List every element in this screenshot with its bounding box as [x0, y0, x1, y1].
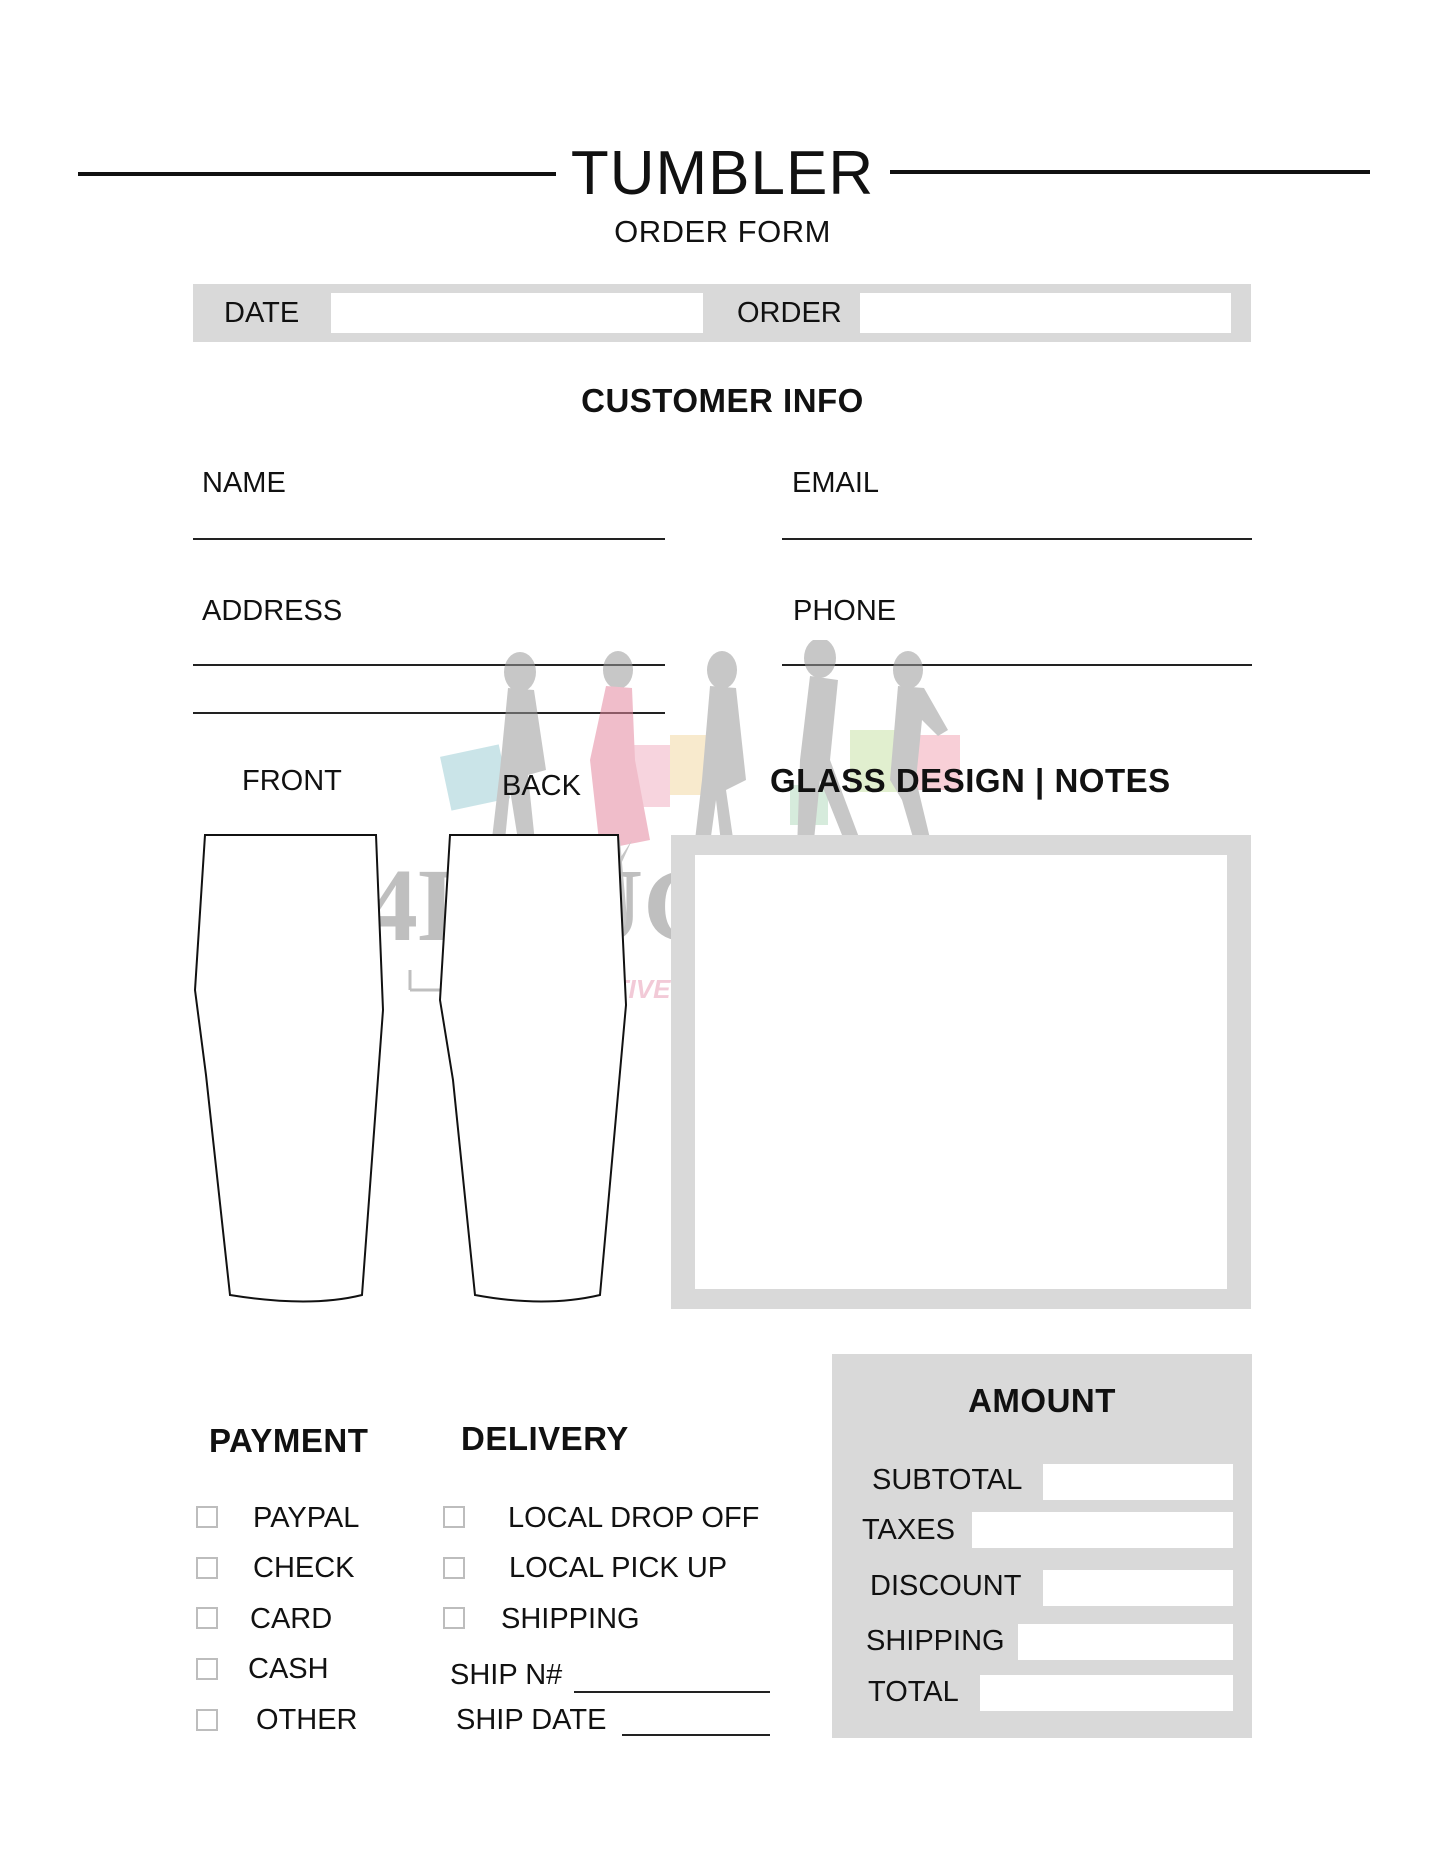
card-checkbox[interactable] [196, 1607, 218, 1629]
shipping-amount-label: SHIPPING [866, 1625, 1005, 1657]
ship-number-label: SHIP N# [450, 1659, 563, 1691]
date-order-bar [193, 284, 1251, 342]
glass-design-notes-heading [770, 762, 1171, 800]
discount-field[interactable] [1043, 1570, 1233, 1606]
subtotal-field[interactable] [1043, 1464, 1233, 1500]
notes-area[interactable] [695, 855, 1227, 1289]
name-field-line[interactable] [193, 538, 665, 540]
email-field-line[interactable] [782, 538, 1252, 540]
back-view-label: BACK [502, 770, 581, 802]
form-subtitle: ORDER FORM [614, 214, 831, 249]
discount-label: DISCOUNT [870, 1570, 1022, 1602]
subtotal-label: SUBTOTAL [872, 1464, 1023, 1496]
card-label: CARD [250, 1603, 333, 1635]
check-label: CHECK [253, 1552, 355, 1584]
local-drop-off-checkbox[interactable] [443, 1506, 465, 1528]
glass-design-heading: GLASS DESIGN [770, 762, 1026, 799]
amount-heading: AMOUNT [968, 1382, 1116, 1419]
name-label: NAME [202, 467, 286, 499]
total-label: TOTAL [868, 1676, 959, 1708]
glass-design-notes-box [671, 835, 1251, 1309]
amount-box [832, 1354, 1252, 1738]
address-label: ADDRESS [202, 595, 343, 627]
notes-heading: NOTES [1054, 762, 1171, 799]
ship-date-label: SHIP DATE [456, 1704, 607, 1736]
order-label: ORDER [737, 297, 842, 329]
cash-checkbox[interactable] [196, 1658, 218, 1680]
shipping-checkbox[interactable] [443, 1607, 465, 1629]
local-pick-up-label: LOCAL PICK UP [509, 1552, 728, 1584]
front-view-label: FRONT [242, 765, 342, 797]
order-field[interactable] [860, 293, 1231, 333]
payment-heading: PAYMENT [209, 1422, 369, 1459]
shipping-label: SHIPPING [501, 1603, 640, 1635]
tumbler-front-outline[interactable] [190, 830, 390, 1310]
customer-info-heading: CUSTOMER INFO [581, 382, 864, 419]
paypal-checkbox[interactable] [196, 1506, 218, 1528]
form-title: TUMBLER [570, 139, 875, 208]
email-label: EMAIL [792, 467, 880, 499]
check-checkbox[interactable] [196, 1557, 218, 1579]
delivery-heading: DELIVERY [461, 1420, 629, 1457]
taxes-field[interactable] [972, 1512, 1233, 1548]
taxes-label: TAXES [862, 1514, 955, 1546]
other-checkbox[interactable] [196, 1709, 218, 1731]
tumbler-back-outline[interactable] [435, 830, 635, 1310]
ship-date-field-line[interactable] [622, 1734, 770, 1736]
paypal-label: PAYPAL [253, 1502, 360, 1534]
total-field[interactable] [980, 1675, 1233, 1711]
phone-label: PHONE [793, 595, 897, 627]
date-field[interactable] [331, 293, 703, 333]
date-label: DATE [224, 297, 300, 329]
ship-number-field-line[interactable] [574, 1691, 770, 1693]
local-drop-off-label: LOCAL DROP OFF [508, 1502, 760, 1534]
cash-label: CASH [248, 1653, 329, 1685]
local-pick-up-checkbox[interactable] [443, 1557, 465, 1579]
shipping-amount-field[interactable] [1018, 1624, 1233, 1660]
heading-separator: | [1035, 762, 1045, 799]
other-label: OTHER [256, 1704, 358, 1736]
